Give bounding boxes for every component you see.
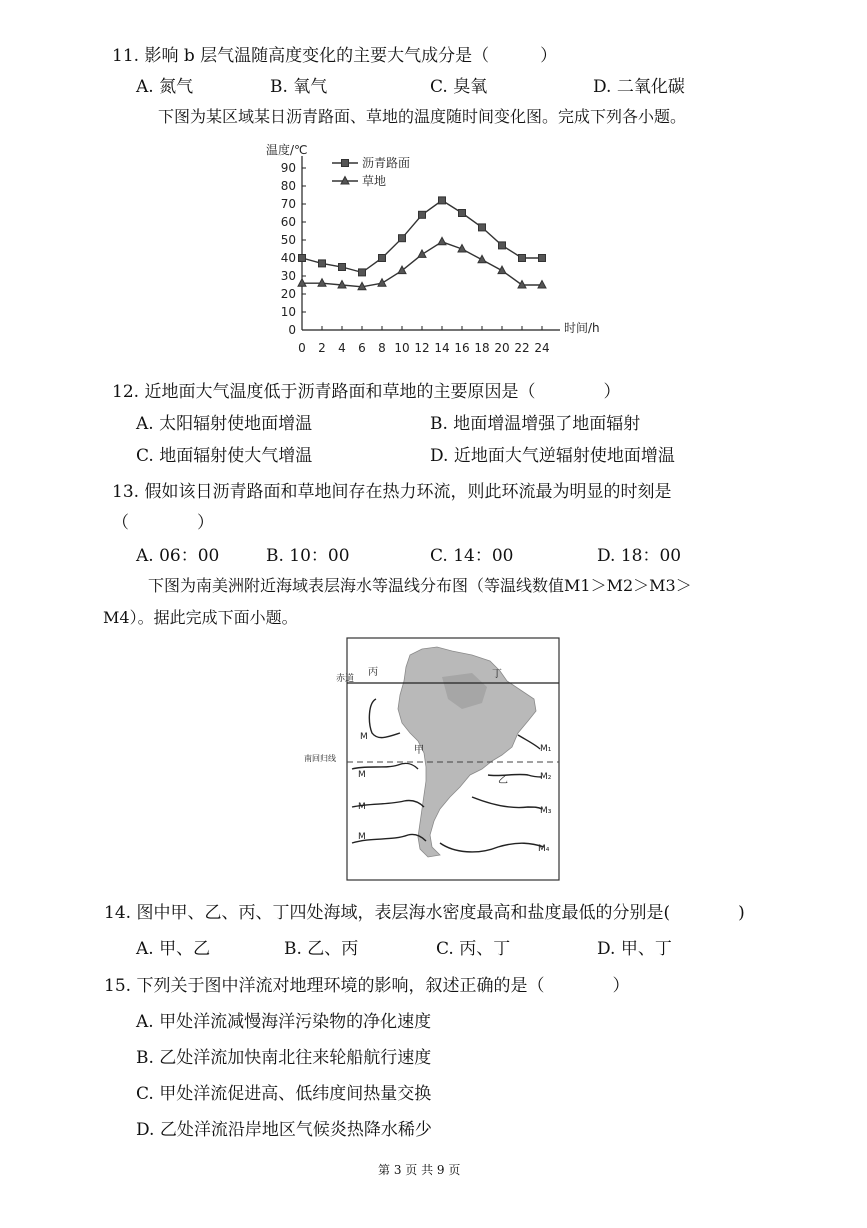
data-point-square [519, 255, 526, 262]
label-yi: 乙 [498, 775, 508, 786]
x-tick-label: 6 [358, 341, 366, 355]
x-tick-label: 8 [378, 341, 386, 355]
data-point-square [539, 255, 546, 262]
x-axis-label: 时间/h [564, 321, 600, 335]
x-tick-label: 24 [534, 341, 550, 355]
x-tick-label: 4 [338, 341, 346, 355]
chart-axes [266, 142, 600, 355]
data-point-triangle [538, 281, 546, 289]
y-tick-label: 70 [280, 197, 296, 211]
x-tick-label: 14 [434, 341, 450, 355]
q12-option-a: A. 太阳辐射使地面增温 [136, 414, 313, 434]
isotherm-right-label-2: M₂ [540, 772, 552, 782]
isotherm-right-label-4: M₄ [538, 844, 550, 854]
data-point-square [359, 269, 366, 276]
q11-option-d: D. 二氧化碳 [593, 77, 685, 97]
legend-marker-triangle [341, 177, 349, 185]
x-tick-label: 10 [394, 341, 410, 355]
x-tick-label: 16 [454, 341, 470, 355]
question-13-answer-blank: （ ） [112, 513, 214, 533]
y-tick-label: 50 [280, 233, 296, 247]
data-point-triangle [298, 279, 306, 287]
q12-option-b: B. 地面增温增强了地面辐射 [430, 414, 641, 434]
isotherm-left-label-1: M [360, 732, 368, 742]
map-intro-line2: M4）。据此完成下面小题。 [103, 608, 298, 627]
map-intro-line1: 下图为南美洲附近海域表层海水等温线分布图（等温线数值M1＞M2＞M3＞ [148, 576, 692, 595]
tropic-label: 南回归线 [304, 754, 336, 763]
x-tick-label: 2 [318, 341, 326, 355]
x-tick-label: 18 [474, 341, 490, 355]
isotherm-right-label-1: M₁ [540, 744, 552, 754]
data-point-square [319, 260, 326, 267]
q13-option-a: A. 06：00 [136, 546, 220, 566]
isotherm-left-label-3: M [358, 802, 366, 812]
legend-label-1: 沥青路面 [362, 156, 411, 170]
y-tick-label: 60 [280, 215, 296, 229]
data-point-square [399, 235, 406, 242]
legend-label-2: 草地 [362, 174, 387, 188]
data-point-triangle [518, 281, 526, 289]
data-point-triangle [378, 279, 386, 287]
y-tick-label: 10 [280, 305, 296, 319]
temperature-chart [262, 136, 600, 362]
data-point-triangle [318, 279, 326, 287]
data-point-square [379, 255, 386, 262]
q15-option-b: B. 乙处洋流加快南北往来轮船航行速度 [136, 1048, 432, 1068]
q12-option-c: C. 地面辐射使大气增温 [136, 446, 313, 466]
q11-option-a: A. 氮气 [136, 77, 194, 97]
y-axis-label: 温度/℃ [266, 143, 308, 157]
y-tick-label: 80 [280, 179, 296, 193]
isotherm-right-label-3: M₃ [540, 806, 552, 816]
y-tick-label: 90 [280, 161, 296, 175]
q11-option-b: B. 氧气 [270, 77, 328, 97]
data-point-square [419, 211, 426, 218]
q11-option-c: C. 臭氧 [430, 77, 488, 97]
south-america-isotherm-map [304, 637, 560, 881]
question-13-stem: 13. 假如该日沥青路面和草地间存在热力环流，则此环流最为明显的时刻是 [112, 482, 672, 502]
data-point-square [339, 264, 346, 271]
label-jia: 甲 [414, 745, 424, 756]
q14-option-d: D. 甲、丁 [597, 939, 672, 959]
question-12-stem: 12. 近地面大气温度低于沥青路面和草地的主要原因是（ ） [112, 382, 621, 402]
question-11-stem: 11. 影响 b 层气温随高度变化的主要大气成分是（ ） [112, 46, 558, 66]
q14-option-c: C. 丙、丁 [436, 939, 511, 959]
data-point-square [499, 242, 506, 249]
chart-intro-text: 下图为某区域某日沥青路面、草地的温度随时间变化图。完成下列各小题。 [158, 107, 687, 126]
isotherm-left-label-4: M [358, 832, 366, 842]
q15-option-c: C. 甲处洋流促进高、低纬度间热量交换 [136, 1084, 432, 1104]
q13-option-c: C. 14：00 [430, 546, 514, 566]
x-tick-label: 0 [298, 341, 306, 355]
x-tick-label: 20 [494, 341, 510, 355]
q14-option-a: A. 甲、乙 [136, 939, 211, 959]
question-15-stem: 15. 下列关于图中洋流对地理环境的影响，叙述正确的是（ ） [104, 976, 630, 996]
legend-marker-square [342, 160, 349, 167]
data-point-triangle [418, 250, 426, 258]
q12-option-d: D. 近地面大气逆辐射使地面增温 [430, 446, 675, 466]
y-tick-label: 30 [280, 269, 296, 283]
data-point-square [439, 197, 446, 204]
data-point-triangle [398, 266, 406, 274]
y-tick-label: 20 [280, 287, 296, 301]
data-point-square [299, 255, 306, 262]
equator-label: 赤道 [336, 674, 355, 684]
chart-series [298, 197, 546, 290]
y-tick-label: 40 [280, 251, 296, 265]
chart-legend [332, 155, 410, 188]
q13-option-b: B. 10：00 [266, 546, 350, 566]
q14-option-b: B. 乙、丙 [284, 939, 359, 959]
y-tick-label: 0 [288, 323, 296, 337]
x-tick-label: 12 [414, 341, 430, 355]
x-tick-label: 22 [514, 341, 530, 355]
data-point-square [479, 224, 486, 231]
page-footer: 第 3 页 共 9 页 [378, 1163, 461, 1177]
label-bing: 丙 [368, 667, 378, 678]
q13-option-d: D. 18：00 [597, 546, 682, 566]
question-14-stem: 14. 图中甲、乙、丙、丁四处海域，表层海水密度最高和盐度最低的分别是( ) [104, 903, 745, 923]
label-ding: 丁 [492, 669, 502, 680]
data-point-square [459, 210, 466, 217]
q15-option-a: A. 甲处洋流减慢海洋污染物的净化速度 [136, 1012, 432, 1032]
q15-option-d: D. 乙处洋流沿岸地区气候炎热降水稀少 [136, 1120, 432, 1140]
data-point-triangle [438, 237, 446, 245]
isotherm-left-label-2: M [358, 770, 366, 780]
